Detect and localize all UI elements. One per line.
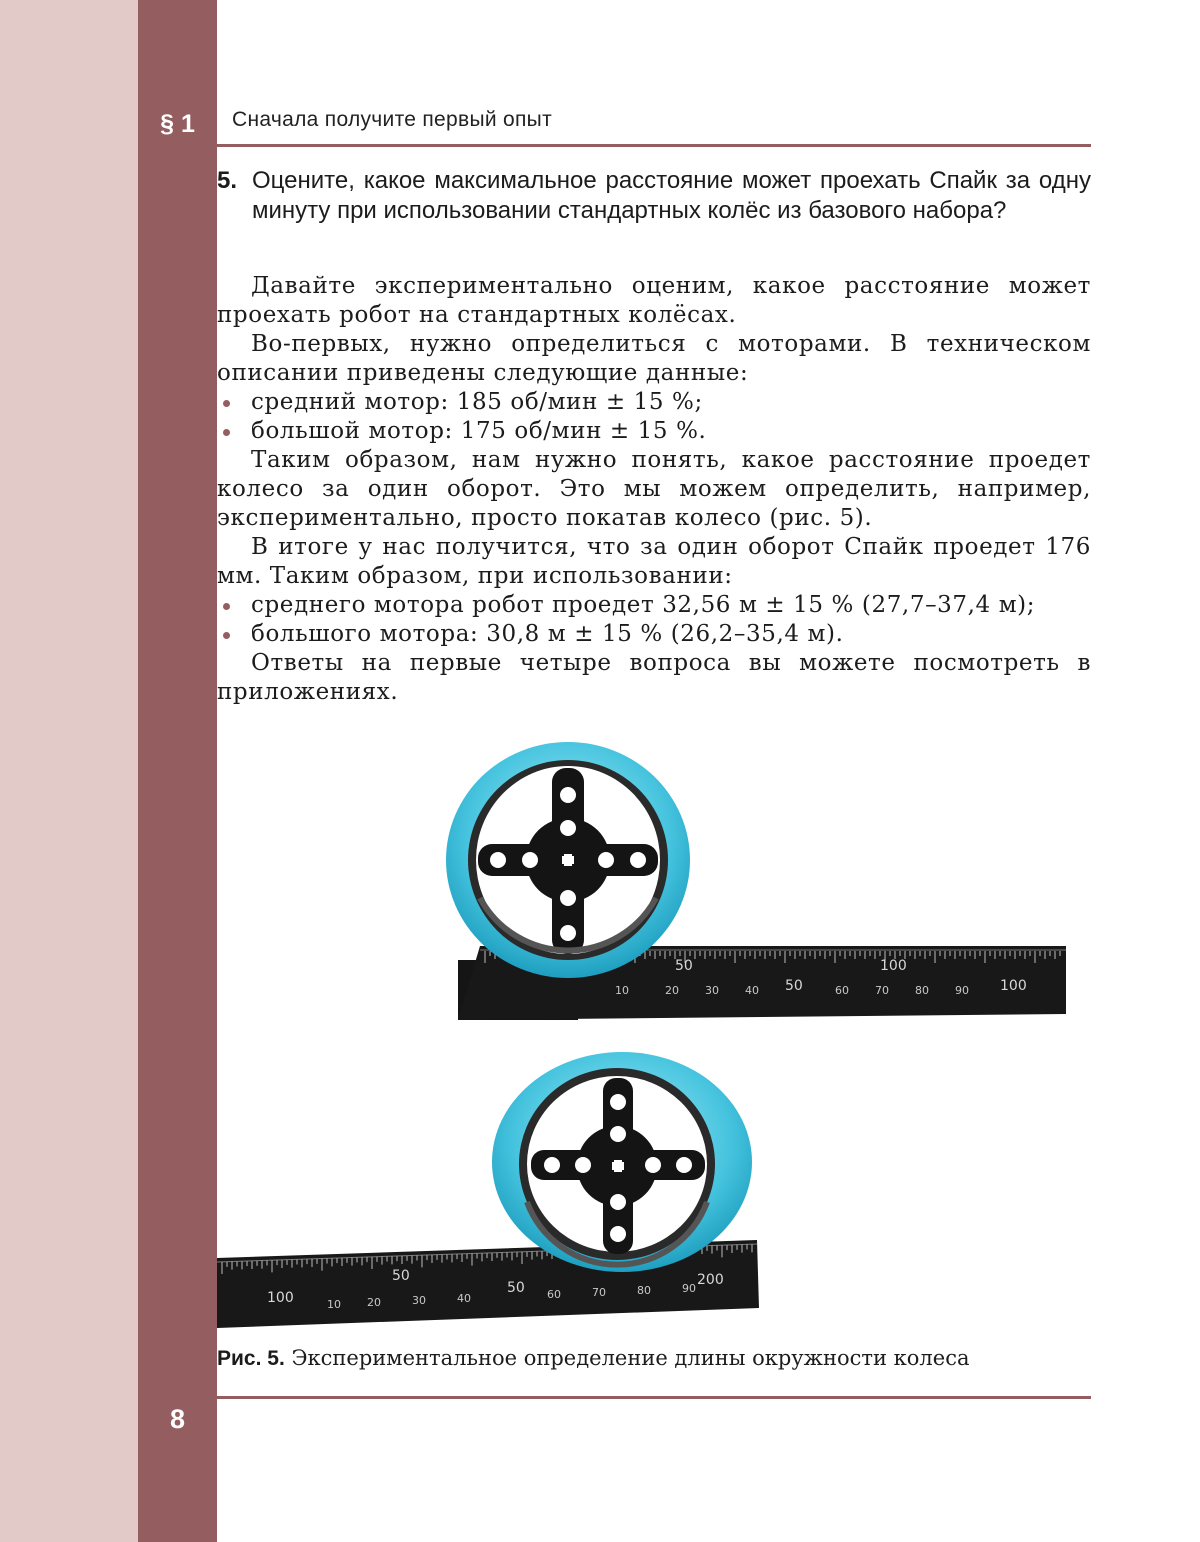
ruler-label: 80 xyxy=(915,984,929,997)
list-item xyxy=(217,417,1091,446)
ruler-label: 70 xyxy=(875,984,889,997)
ruler-label: 70 xyxy=(592,1286,606,1299)
footer-rule xyxy=(138,1396,1091,1399)
list-item-text: среднего мотора робот проедет 32,56 м ± 15 % (27,7–37,4 м); xyxy=(251,592,1036,618)
list-item xyxy=(217,620,1091,649)
figure-label: Рис. 5. xyxy=(217,1347,285,1370)
paragraph: Таким образом, нам нужно понять, какое расстояние проедет колесо за один оборот. Это мы можем определить, например, экспериментально, просто покатав колесо (рис. 5). xyxy=(217,447,1091,531)
list-item-text: большого мотора: 30,8 м ± 15 % (26,2–35,4 м). xyxy=(251,621,844,647)
body-text xyxy=(217,272,1091,707)
ruler-label: 30 xyxy=(412,1294,426,1307)
ruler-label: 30 xyxy=(705,984,719,997)
figure-photo-wheel-start xyxy=(440,738,1070,1022)
ruler-label: 10 xyxy=(327,1298,341,1311)
ruler-label: 200 xyxy=(697,1272,724,1288)
ruler-label: 100 xyxy=(880,958,907,974)
question-number: 5. xyxy=(217,167,238,194)
wheel xyxy=(446,742,690,978)
figure-caption xyxy=(217,1343,1091,1374)
section-mark: § 1 xyxy=(160,110,195,138)
paragraph: Давайте экспериментально оценим, какое расстояние может проехать робот на стандартных колёсах. xyxy=(217,273,1091,328)
list-item-text: средний мотор: 185 об/мин ± 15 %; xyxy=(251,389,703,415)
ruler-label: 50 xyxy=(785,978,803,994)
ruler-label: 90 xyxy=(682,1282,696,1295)
list-item-text: большой мотор: 175 об/мин ± 15 %. xyxy=(251,418,707,444)
ruler-label: 20 xyxy=(367,1296,381,1309)
wheel xyxy=(492,1052,752,1272)
list-item xyxy=(217,388,1091,417)
page-number: 8 xyxy=(169,1404,186,1434)
paragraph: В итоге у нас получится, что за один оборот Спайк проедет 176 мм. Таким образом, при использовании: xyxy=(217,534,1091,589)
page-margin-band xyxy=(0,0,138,1542)
figure-photo-wheel-end xyxy=(217,1052,762,1330)
ruler-label: 20 xyxy=(665,984,679,997)
question-text: Оцените, какое максимальное расстояние может проехать Спайк за одну минуту при использовании стандартных колёс из базового набора? xyxy=(252,167,1091,224)
bullet-dot xyxy=(223,632,230,639)
bullet-dot xyxy=(223,603,230,610)
page-margin-strip xyxy=(138,0,217,1542)
ruler-label: 80 xyxy=(637,1284,651,1297)
wheel-photo-1 xyxy=(440,738,1070,1022)
ruler-label: 50 xyxy=(675,958,693,974)
ruler-label: 40 xyxy=(745,984,759,997)
paragraph: Ответы на первые четыре вопроса вы можете посмотреть в приложениях. xyxy=(217,650,1091,705)
ruler-label: 10 xyxy=(615,984,629,997)
ruler-label: 60 xyxy=(547,1288,561,1301)
ruler-label: 40 xyxy=(457,1292,471,1305)
list-item xyxy=(217,591,1091,620)
chapter-title: Сначала получите первый опыт xyxy=(232,108,552,131)
paragraph: Во-первых, нужно определиться с моторами. В техническом описании приведены следующие данные: xyxy=(217,331,1091,386)
ruler-label: 90 xyxy=(955,984,969,997)
figure-caption-text: Экспериментальное определение длины окружности колеса xyxy=(291,1346,970,1370)
ruler-label: 100 xyxy=(267,1290,294,1306)
question-block xyxy=(217,166,1091,226)
bullet-dot xyxy=(223,400,230,407)
header-rule xyxy=(138,144,1091,147)
ruler-label: 50 xyxy=(507,1280,525,1296)
ruler-label: 100 xyxy=(1000,978,1027,994)
ruler-label: 60 xyxy=(835,984,849,997)
wheel-photo-2 xyxy=(217,1052,762,1330)
bullet-dot xyxy=(223,429,230,436)
ruler-label: 50 xyxy=(392,1268,410,1284)
